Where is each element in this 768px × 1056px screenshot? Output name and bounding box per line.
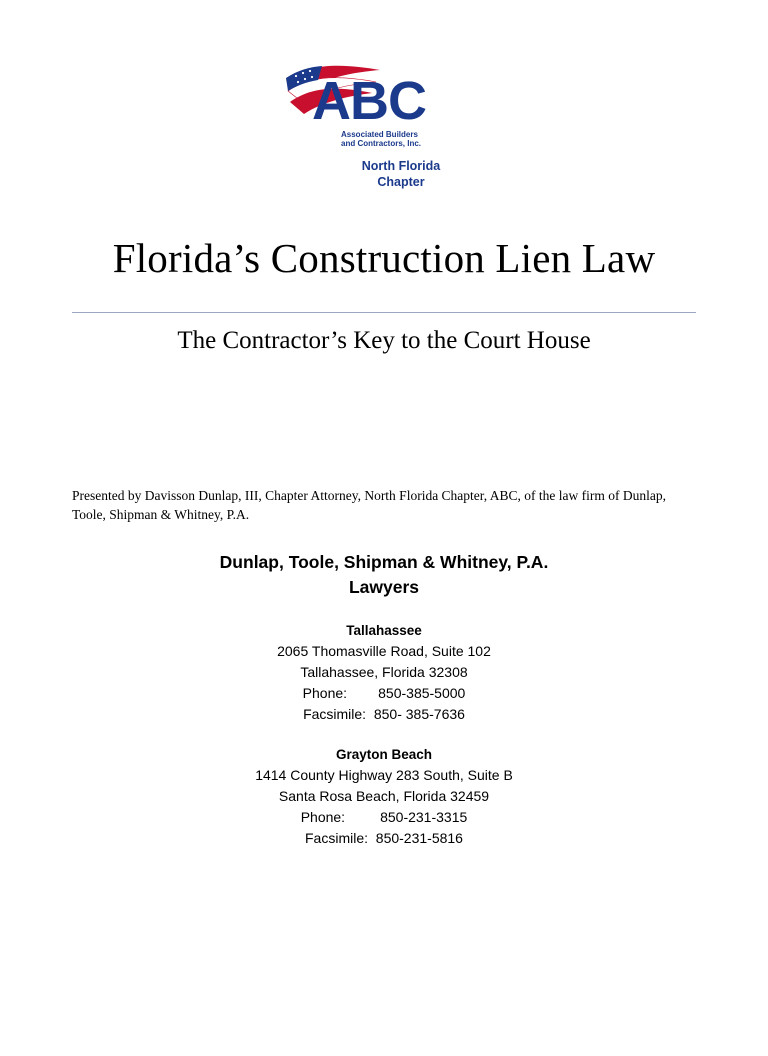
page-subtitle: The Contractor’s Key to the Court House bbox=[177, 327, 591, 355]
abc-logo-subtext: Associated Builders and Contractors, Inc. bbox=[341, 130, 422, 149]
office-address-line1: 1414 County Highway 283 South, Suite B bbox=[255, 767, 513, 784]
office-address-line2: Santa Rosa Beach, Florida 32459 bbox=[278, 788, 490, 805]
firm-descriptor: Lawyers bbox=[348, 577, 420, 598]
document-page bbox=[0, 62, 768, 1056]
presented-by-text: Presented by Davisson Dunlap, III, Chapter Attorney, North Florida Chapter, ABC, of the law firm of Dunlap, Toole, Shipman & Whitney, P.A. bbox=[72, 487, 666, 522]
office-address-line1: 2065 Thomasville Road, Suite 102 bbox=[277, 643, 491, 659]
office-fax: Facsimile: 850-231-5816 bbox=[305, 830, 463, 847]
office-fax: Facsimile: 850- 385-7636 bbox=[303, 706, 465, 722]
firm-name: Dunlap, Toole, Shipman & Whitney, P.A. bbox=[219, 552, 549, 572]
abc-letters: ABC bbox=[312, 71, 426, 131]
title-divider bbox=[72, 312, 696, 313]
office-tallahassee bbox=[72, 621, 696, 725]
office-phone: Phone: 850-231-3315 bbox=[300, 809, 468, 826]
office-name: Tallahassee bbox=[346, 622, 422, 638]
abc-chapter-label: North Florida Chapter bbox=[361, 159, 441, 189]
office-grayton-beach bbox=[72, 745, 696, 849]
page-title: Florida’s Construction Lien Law bbox=[112, 235, 656, 282]
logo-mark bbox=[284, 62, 484, 167]
office-phone: Phone: 850-385-5000 bbox=[302, 685, 466, 701]
office-name: Grayton Beach bbox=[335, 747, 433, 762]
office-address-line2: Tallahassee, Florida 32308 bbox=[300, 664, 468, 680]
abc-logo bbox=[72, 62, 696, 190]
